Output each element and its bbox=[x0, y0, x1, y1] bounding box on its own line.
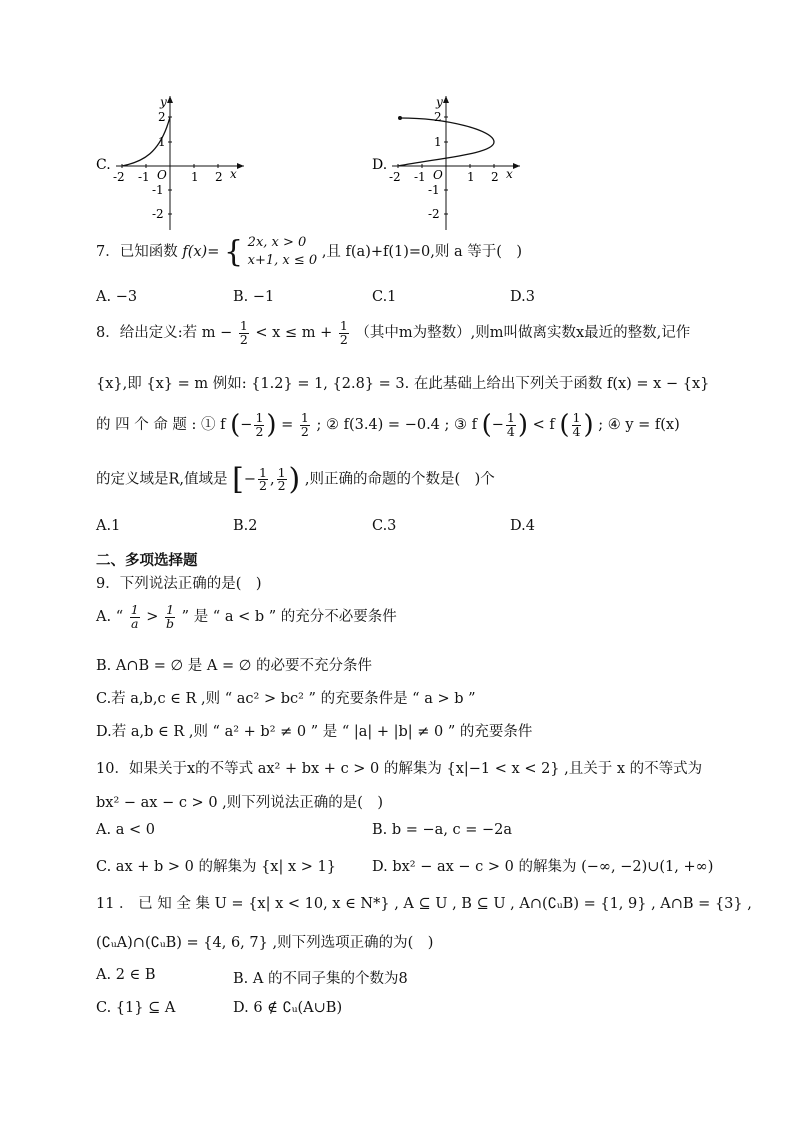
q8-half-6: $\frac{1}{2}$ bbox=[277, 464, 286, 493]
q8-option-c: C.3 bbox=[372, 518, 397, 534]
graph-d-xtick: -2 bbox=[389, 170, 401, 184]
q8-l3b: = bbox=[281, 417, 294, 433]
q7-option-a: A. −3 bbox=[96, 289, 138, 305]
section-heading: 二、多项选择题 bbox=[96, 553, 198, 569]
q8-l3a: 的 四 个 命 题 : ① f bbox=[96, 417, 226, 433]
q9-a-pre: A. “ bbox=[96, 609, 124, 625]
q10-option-b: B. b = −a, c = −2a bbox=[372, 822, 513, 838]
graph-c-ytick: -1 bbox=[152, 183, 164, 197]
q9-frac-2: $\frac{1}{b}$ bbox=[166, 602, 175, 631]
q7-piecewise bbox=[248, 234, 318, 270]
q8-l4b: ,则正确的命题的个数是( )个 bbox=[304, 471, 495, 488]
q7-num: 7．已知函数 bbox=[96, 244, 178, 260]
q8-half-2: $\frac{1}{2}$ bbox=[339, 318, 348, 347]
q11-line2: (∁ᵤA)∩(∁ᵤB) = {4, 6, 7} ,则下列选项正确的为( ) bbox=[96, 935, 434, 951]
graph-c-xlabel: x bbox=[230, 167, 237, 181]
q10-option-a: A. a < 0 bbox=[96, 822, 155, 838]
q7-brace: { bbox=[223, 234, 244, 270]
q8-half-1: $\frac{1}{2}$ bbox=[239, 318, 248, 347]
graph-d-ytick: 1 bbox=[434, 135, 442, 149]
graph-d-xtick: 2 bbox=[491, 170, 499, 184]
q7-piece2: x+1, x ≤ 0 bbox=[247, 253, 318, 268]
q11-option-b: B. A 的不同子集的个数为8 bbox=[233, 971, 408, 987]
graph-d-origin: O bbox=[433, 168, 443, 182]
q8-l3c: ; ② f(3.4) = −0.4 ; ③ f bbox=[316, 417, 477, 433]
q8-option-a: A.1 bbox=[96, 518, 121, 534]
q8-l1a: 8．给出定义:若 m − bbox=[96, 325, 233, 341]
q8-l3e: ; ④ y = f(x) bbox=[598, 417, 680, 433]
q11-line1: 11 ． 已 知 全 集 U = {x| x < 10, x ∈ N*} , A ⊆ U , B ⊆ U , A∩(∁ᵤB) = {1, 9} , A∩B = {3} , bbox=[96, 896, 752, 912]
q7-cond: ,且 f(a)+f(1)=0,则 a 等于( ) bbox=[321, 244, 523, 260]
q7-option-d: D.3 bbox=[510, 289, 535, 305]
q8-half-3: $\frac{1}{2}$ bbox=[255, 410, 264, 439]
q8-half-5: $\frac{1}{2}$ bbox=[259, 464, 267, 493]
q7-option-c: C.1 bbox=[372, 289, 397, 305]
graph-c-xtick: -2 bbox=[113, 170, 125, 184]
q9-frac-1: $\frac{1}{a}$ bbox=[130, 602, 139, 631]
q8-option-b: B.2 bbox=[233, 518, 258, 534]
graph-c-xtick: 2 bbox=[215, 170, 223, 184]
q8-l3d: < f bbox=[532, 417, 555, 433]
graph-d-ylabel: y bbox=[436, 95, 443, 109]
q7-stem bbox=[96, 234, 522, 270]
q8-half-4: $\frac{1}{2}$ bbox=[300, 410, 309, 439]
graph-c bbox=[94, 92, 254, 232]
q8-l1c: （其中m为整数）,则m叫做离实数x最近的整数,记作 bbox=[355, 325, 691, 341]
q7-fx: f(x)= bbox=[182, 244, 220, 260]
q8-option-d: D.4 bbox=[510, 518, 535, 534]
q9-option-c: C.若 a,b,c ∈ R ,则 “ ac² > bc² ” 的充要条件是 “ a > b ” bbox=[96, 691, 476, 707]
graph-c-ytick: -2 bbox=[152, 207, 164, 221]
q10-option-c: C. ax + b > 0 的解集为 {x| x > 1} bbox=[96, 859, 336, 875]
graph-c-label: C. bbox=[96, 157, 111, 173]
graph-c-origin: O bbox=[157, 168, 167, 182]
graph-d-ytick: 2 bbox=[434, 110, 442, 124]
q10-line1: 10．如果关于x的不等式 ax² + bx + c > 0 的解集为 {x|−1 < x < 2} ,且关于 x 的不等式为 bbox=[96, 761, 703, 777]
q9-option-d: D.若 a,b ∈ R ,则 “ a² + b² ≠ 0 ” 是 “ |a| + |b| ≠ 0 ” 的充要条件 bbox=[96, 724, 533, 740]
q9-option-a: A. “ $\frac{1}{a}$ > $\frac{1}{b}$ ” 是 “ a < b ” 的充分不必要条件 bbox=[96, 602, 397, 631]
q8-line1 bbox=[96, 320, 690, 346]
q8-quarter-1: $\frac{1}{4}$ bbox=[506, 410, 515, 439]
graph-c-xtick: 1 bbox=[191, 170, 199, 184]
graph-d-xlabel: x bbox=[506, 167, 513, 181]
graph-d-label: D. bbox=[372, 157, 388, 173]
graph-d-xtick: 1 bbox=[467, 170, 475, 184]
q9-option-b: B. A∩B = ∅ 是 A = ∅ 的必要不充分条件 bbox=[96, 658, 372, 674]
graph-c-ytick: 2 bbox=[158, 110, 166, 124]
q7-piece1: 2x, x > 0 bbox=[247, 235, 307, 250]
q8-l4a: 的定义域是R,值域是 bbox=[96, 471, 228, 488]
q10-line2: bx² − ax − c > 0 ,则下列说法正确的是( ) bbox=[96, 795, 384, 811]
graph-d-ytick: -1 bbox=[428, 183, 440, 197]
q9-a-post: ” 是 “ a < b ” 的充分不必要条件 bbox=[181, 609, 397, 625]
graph-d bbox=[370, 92, 530, 232]
q11-option-c: C. {1} ⊆ A bbox=[96, 1000, 176, 1016]
graph-c-xtick: -1 bbox=[138, 170, 150, 184]
q10-option-d: D. bx² − ax − c > 0 的解集为 (−∞, −2)∪(1, +∞) bbox=[372, 859, 714, 875]
q8-line3: 的 四 个 命 题 : ① f (− $\frac{1}{2}$ ) = $\frac{1}{2}$ ; ② f(3.4) = −0.4 ; ③ f (− $\frac{1}{4}$ ) < f ( $\frac{1}{4}$ ) ; ④ y = f(x) bbox=[96, 410, 680, 440]
graph-c-ytick: 1 bbox=[158, 135, 166, 149]
q8-quarter-2: $\frac{1}{4}$ bbox=[572, 410, 581, 439]
q9-stem: 9．下列说法正确的是( ) bbox=[96, 576, 262, 592]
q11-option-a: A. 2 ∈ B bbox=[96, 967, 156, 983]
graph-c-ylabel: y bbox=[160, 95, 167, 109]
graph-d-xtick: -1 bbox=[414, 170, 426, 184]
q8-line2: {x},即 {x} = m 例如: {1.2} = 1, {2.8} = 3. 在此基础上给出下列关于函数 f(x) = x − {x} bbox=[96, 376, 710, 392]
q8-l1b: < x ≤ m + bbox=[255, 325, 333, 341]
q8-line4: 的定义域是R,值域是 [− $\frac{1}{2}$ , $\frac{1}{2}$ ) ,则正确的命题的个数是( )个 bbox=[96, 462, 495, 497]
q7-option-b: B. −1 bbox=[233, 289, 275, 305]
graph-d-ytick: -2 bbox=[428, 207, 440, 221]
q11-option-d: D. 6 ∉ ∁ᵤ(A∪B) bbox=[233, 1000, 343, 1016]
